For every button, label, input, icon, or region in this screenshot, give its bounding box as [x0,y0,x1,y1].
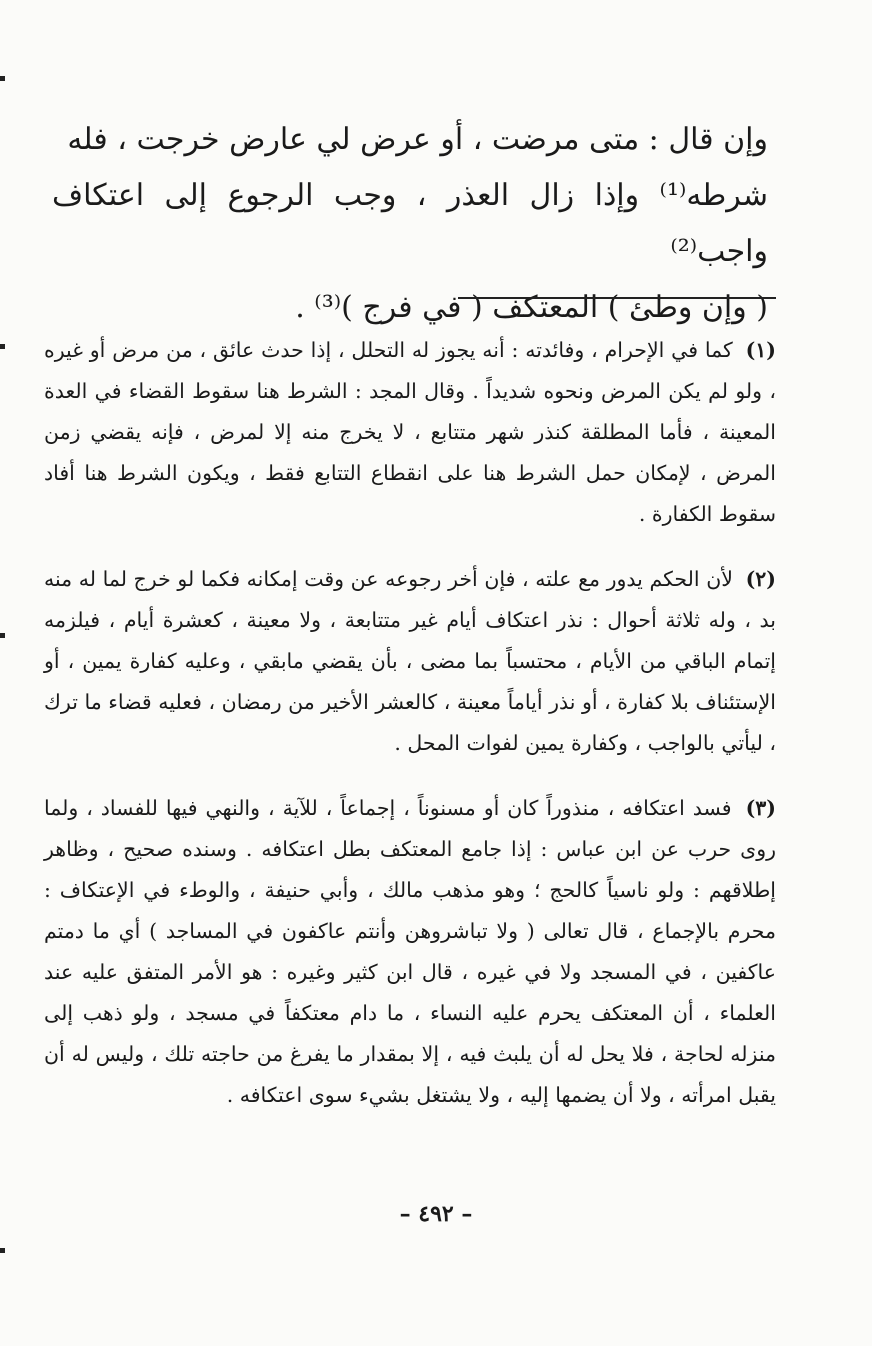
footnote-number: (١) [745,338,776,362]
footnote-text: فسد اعتكافه ، منذوراً كان أو مسنوناً ، إجماعاً ، للآية ، والنهي فيها للفساد ، ولما روى حرب عن ابن عباس : إذا جامع المعتكف بطل اعتكافه . وسنده صحيح ، وظاهر إطلاقهم : ولو ناسياً كالحج ؛ وهو مذهب مالك ، وأبي حنيفة ، والوطء في الإعتكاف : محرم بالإجماع ، قال تعالى ( ولا تباشروهن وأنتم عاكفون في المساجد ) أي ما دمتم عاكفين ، في المسجد ولا في غيره ، قال ابن كثير وغيره : هو الأمر المتفق عليه عند العلماء ، أن المعتكف يحرم عليه النساء ، ما دام معتكفاً في مسجد ، ولو ذهب إلى منزله لحاجة ، فلا يحل له أن يلبث فيه ، إلا بمقدار ما يفرغ من حاجته تلك ، وليس له أن يقبل امرأته ، ولا أن يضمها إليه ، ولا يشتغل بشيء سوى اعتكافه . [44,796,776,1107]
footnote-number: (٣) [745,796,776,820]
footnote-number: (٢) [745,567,776,591]
main-text-line: وإن قال : متى مرضت ، أو عرض لي عارض خرجت ، فله [67,122,768,157]
footnote-text: لأن الحكم يدور مع علته ، فإن أخر رجوعه عن وقت إمكانه فكما لو خرج لما له منه بد ، وله ثلاثة أحوال : نذر اعتكاف أيام غير متتابعة ، ولا معينة ، كعشرة أيام ، فيلزمه إتمام الباقي من الأيام ، محتسباً بما مضى ، بأن يقضي مابقي ، وعليه كفارة يمين ، أو الإستئناف بلا كفارة ، أو نذر أياماً معينة ، كالعشر الأخير من رمضان ، فعليه قضاء ما ترك ، ليأتي بالواجب ، وكفارة يمين لفوات المحل . [44,567,776,755]
margin-mark [0,1248,5,1253]
footnote [44,330,776,535]
page-number: – ٤٩٢ – [399,1201,473,1227]
footnotes [44,330,776,1140]
margin-mark [0,344,5,349]
main-text [52,112,768,336]
footnote-text: كما في الإحرام ، وفائدته : أنه يجوز له التحلل ، إذا حدث عائق ، من مرض أو غيره ، ولو لم يكن المرض ونحوه شديداً . وقال المجد : الشرط هنا سقوط القضاء في العدة المعينة ، فأما المطلقة كنذر شهر متتابع ، لا يخرج منه إلا لمرض ، فإنه يقضي زمن المرض ، لإمكان حمل الشرط هنا على انقطاع التتابع فقط ، ويكون الشرط هنا أفاد سقوط الكفارة . [44,338,776,526]
footnote-separator [458,297,776,299]
footnote [44,788,776,1116]
margin-mark [0,76,5,81]
margin-mark [0,633,5,638]
footnote [44,559,776,764]
main-text-line: ( وإن وطئ ) المعتكف ( في فرج )⁽³⁾ . [295,290,768,325]
main-text-line: شرطه⁽¹⁾ وإذا زال العذر ، وجب الرجوع إلى اعتكاف واجب⁽²⁾ [52,178,768,269]
